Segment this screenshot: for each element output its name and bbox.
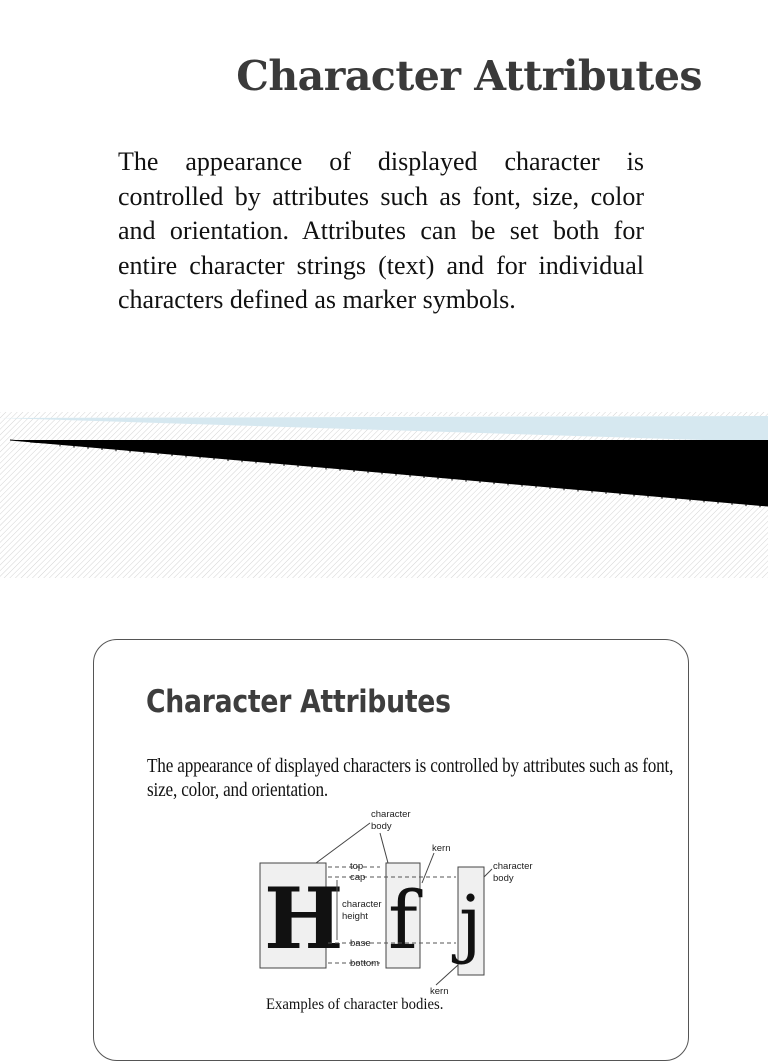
- glyph-j: j: [459, 880, 482, 966]
- label-character-height-a: character: [342, 899, 382, 910]
- glyph-f: f: [388, 874, 418, 967]
- body-leader-3: [484, 869, 492, 877]
- label-kern-top: kern: [432, 843, 451, 854]
- slide-title: Character Attributes: [236, 52, 702, 100]
- label-base: base: [350, 938, 371, 949]
- label-cap: cap: [350, 872, 366, 883]
- decorative-band: [0, 412, 768, 578]
- kern-leader-bottom: [436, 965, 458, 985]
- character-bodies-figure: [250, 805, 550, 997]
- figure-caption: Examples of character bodies.: [266, 996, 444, 1013]
- slide-body-text: The appearance of displayed character is controlled by attributes such as font, size, color and orientation. Attributes can be set both for entire character strings (text) and for individual characters defined as marker symbols.: [118, 147, 644, 314]
- body-leader-1: [316, 823, 370, 863]
- label-kern-bottom: kern: [430, 986, 449, 997]
- kern-leader-top: [422, 853, 434, 883]
- label-character-body-1a: character: [371, 809, 411, 820]
- label-bottom: bottom: [350, 958, 380, 969]
- label-character-height-b: height: [342, 911, 368, 922]
- label-character-body-2a: character: [493, 861, 533, 872]
- inset-text: The appearance of displayed characters is controlled by attributes such as font, size, color, and orientation.: [147, 756, 674, 801]
- inset-title: Character Attributes: [146, 684, 451, 720]
- glyph-h: H: [264, 869, 344, 968]
- label-character-body-1b: body: [371, 821, 392, 832]
- body-leader-2: [380, 833, 388, 863]
- label-top: top: [350, 861, 364, 872]
- label-character-body-2b: body: [493, 873, 514, 884]
